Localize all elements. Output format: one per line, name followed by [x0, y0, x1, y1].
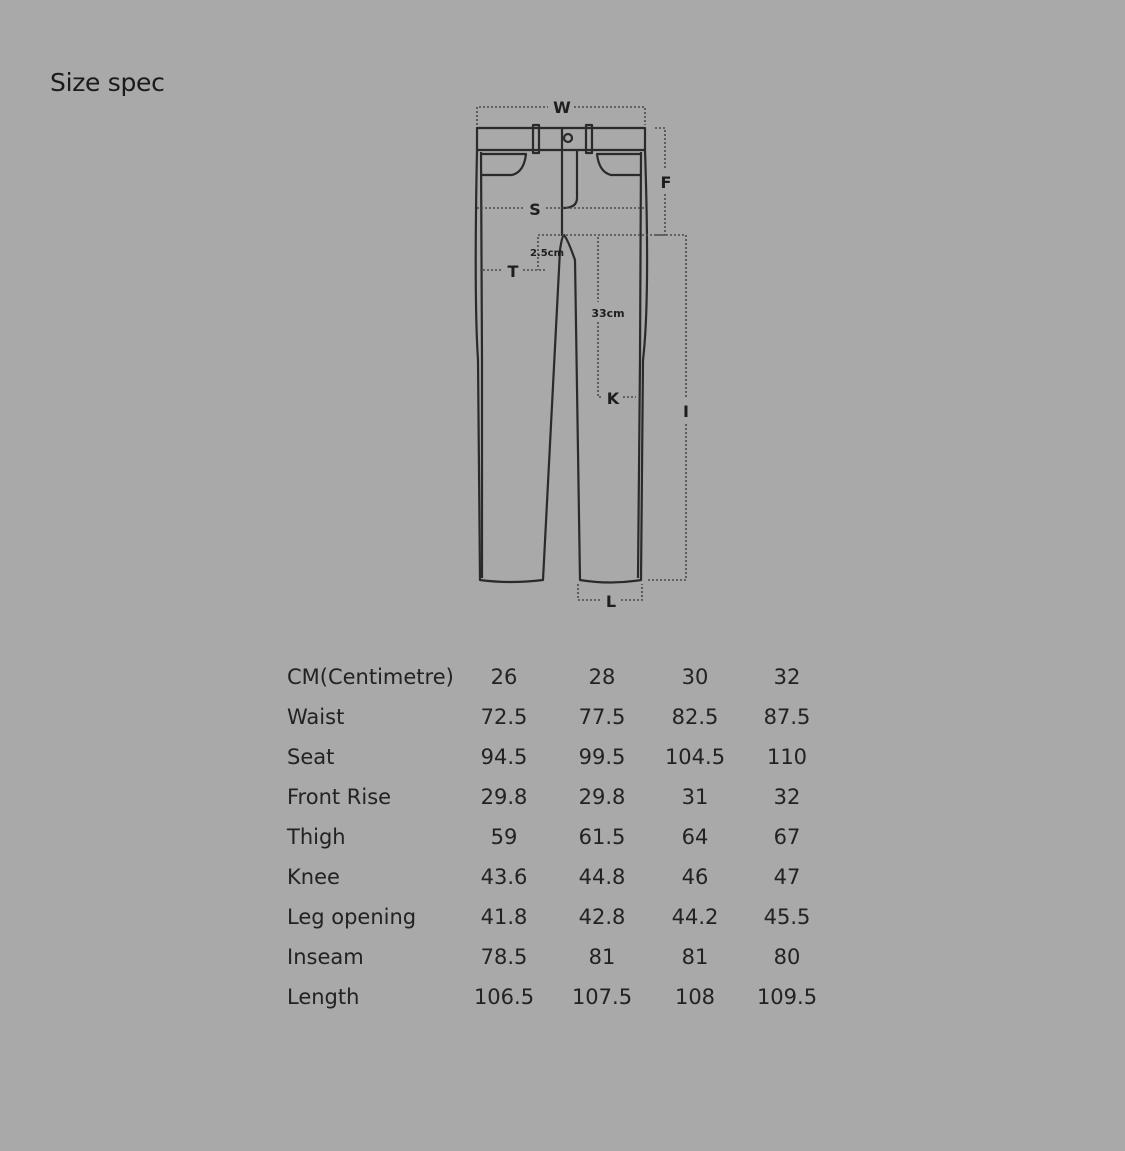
row-label: Length	[287, 985, 360, 1009]
measurement-value: 81	[681, 945, 709, 969]
size-header: 30	[681, 665, 709, 689]
measurement-value: 87.5	[763, 705, 811, 729]
table-row	[0, 782, 1125, 812]
diagram-label-f: F	[660, 173, 672, 192]
row-label: Inseam	[287, 945, 364, 969]
belt-loop-right	[586, 125, 592, 153]
diagram-label-i: I	[683, 402, 689, 421]
measurement-value: 110	[766, 745, 808, 769]
measurement-value: 106.5	[473, 985, 535, 1009]
measurement-value: 94.5	[480, 745, 528, 769]
measurement-value: 109.5	[756, 985, 818, 1009]
button	[564, 134, 572, 142]
table-row	[0, 822, 1125, 852]
pants-outline	[476, 125, 647, 583]
diagram-label-s: S	[529, 200, 541, 219]
diagram-label-knee-offset: 33cm	[591, 307, 625, 320]
diagram-label-k: K	[606, 389, 620, 408]
table-row	[0, 982, 1125, 1012]
measurement-value: 64	[681, 825, 709, 849]
table-row	[0, 742, 1125, 772]
measurement-value: 107.5	[571, 985, 633, 1009]
diagram-label-w: W	[553, 98, 571, 117]
measurement-value: 67	[773, 825, 801, 849]
row-label: Front Rise	[287, 785, 392, 809]
measurement-value: 82.5	[671, 705, 719, 729]
measurement-value: 80	[773, 945, 801, 969]
table-row	[0, 942, 1125, 972]
measurement-value: 45.5	[763, 905, 811, 929]
unit-label: CM(Centimetre)	[287, 665, 454, 689]
measurement-value: 99.5	[578, 745, 626, 769]
measurement-value: 47	[773, 865, 801, 889]
row-label: Knee	[287, 865, 340, 889]
measurement-value: 81	[588, 945, 616, 969]
measurement-value: 32	[773, 785, 801, 809]
table-row	[0, 902, 1125, 932]
measurement-value: 43.6	[480, 865, 528, 889]
size-header: 32	[773, 665, 801, 689]
measurement-value: 72.5	[480, 705, 528, 729]
table-header-row	[0, 662, 1125, 692]
measurement-value: 77.5	[578, 705, 626, 729]
measurement-value: 41.8	[480, 905, 528, 929]
row-label: Thigh	[287, 825, 346, 849]
measurement-value: 78.5	[480, 945, 528, 969]
measurement-value: 44.8	[578, 865, 626, 889]
diagram-label-rise-offset: 2.5cm	[529, 248, 565, 259]
table-row	[0, 702, 1125, 732]
row-label: Leg opening	[287, 905, 417, 929]
page-title: Size spec	[50, 68, 165, 97]
measurement-value: 29.8	[578, 785, 626, 809]
pocket-left	[481, 154, 526, 175]
measurement-lines	[477, 107, 686, 600]
diagram-label-t: T	[507, 262, 519, 281]
measurement-value: 31	[681, 785, 709, 809]
measurement-value: 42.8	[578, 905, 626, 929]
row-label: Waist	[287, 705, 345, 729]
size-header: 28	[588, 665, 616, 689]
row-label: Seat	[287, 745, 335, 769]
pocket-right	[597, 154, 642, 175]
size-header: 26	[490, 665, 518, 689]
measurement-value: 29.8	[480, 785, 528, 809]
measurement-value: 61.5	[578, 825, 626, 849]
belt-loop-left	[533, 125, 539, 153]
measurement-value: 59	[490, 825, 518, 849]
diagram-label-l: L	[605, 592, 617, 611]
measurement-value: 108	[674, 985, 716, 1009]
measurement-value: 44.2	[671, 905, 719, 929]
fly-stitch	[563, 150, 577, 208]
measurement-value: 46	[681, 865, 709, 889]
table-row	[0, 862, 1125, 892]
measurement-value: 104.5	[664, 745, 726, 769]
